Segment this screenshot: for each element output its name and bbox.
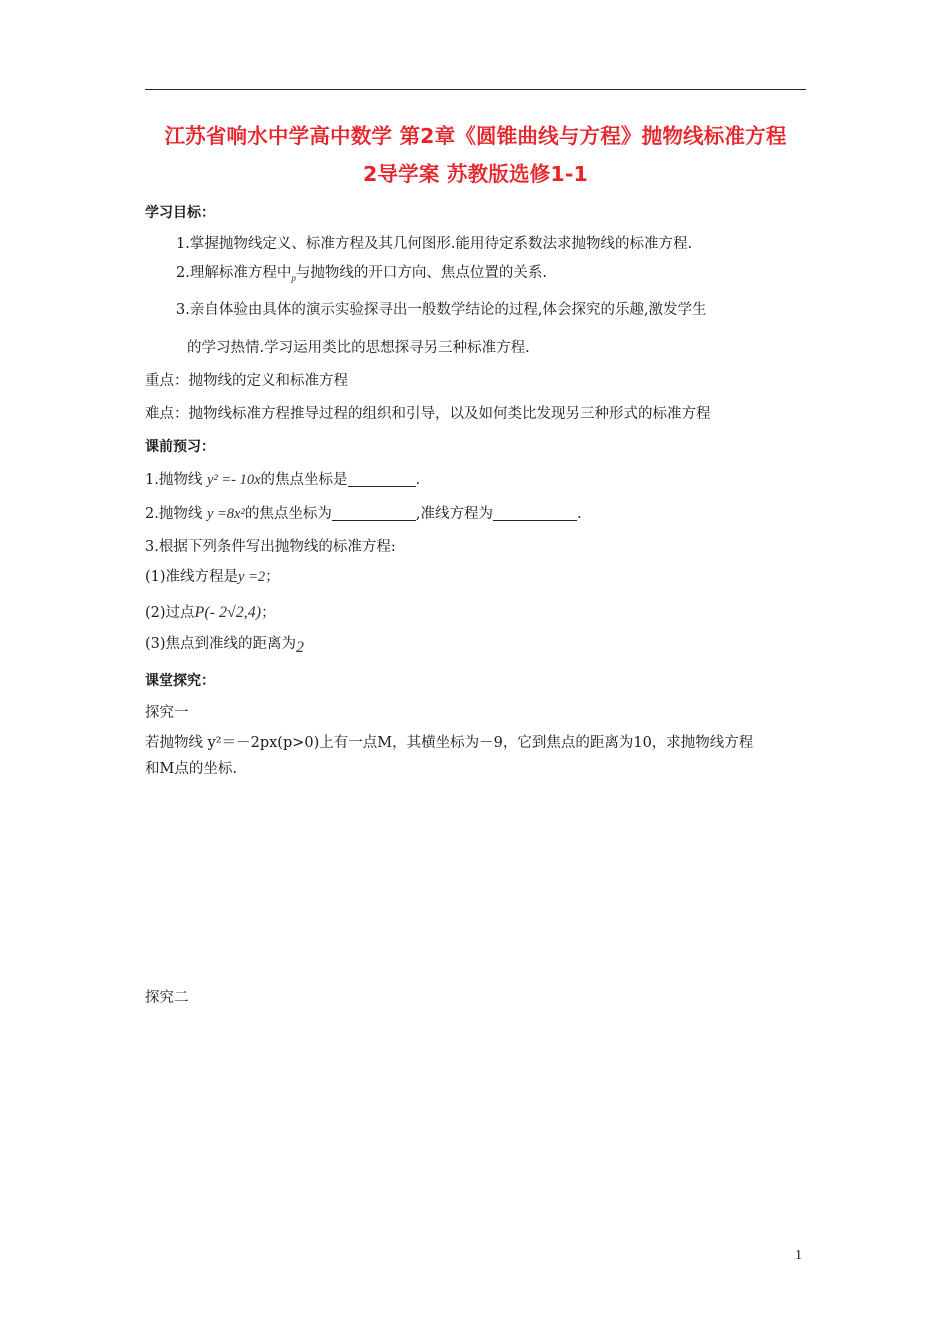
q2-focus-label: 的焦点坐标为 bbox=[244, 506, 332, 522]
q2-equation: y =8x² bbox=[206, 506, 245, 522]
explore-heading: 课堂探究： bbox=[145, 673, 215, 689]
goal-item-3-line-1: 3.亲自体验由具体的演示实验探寻出一般数学结论的过程,体会探究的乐趣,激发学生 bbox=[176, 302, 707, 318]
preview-question-3: 3.根据下列条件写出抛物线的标准方程: bbox=[145, 539, 396, 555]
key-point: 重点：抛物线的定义和标准方程 bbox=[145, 373, 348, 389]
q2-prefix: 2.抛物线 bbox=[145, 506, 203, 522]
difficulty: 难点：抛物线标准方程推导过程的组织和引导，以及如何类比发现另三种形式的标准方程 bbox=[145, 406, 711, 422]
q3-2-point: P(- 2√2,4) bbox=[194, 604, 262, 621]
q3-3-distance: 2 bbox=[296, 639, 305, 656]
q1-answer-blank[interactable] bbox=[348, 471, 416, 487]
goal-item-2 bbox=[176, 263, 547, 288]
goal-item-3-line-2: 的学习热情.学习运用类比的思想探寻另三种标准方程. bbox=[187, 340, 530, 356]
q3-2-end: ； bbox=[261, 605, 276, 621]
explore-1-title: 探究一 bbox=[145, 705, 189, 721]
goal-item-2-prefix: 2.理解标准方程中 bbox=[176, 265, 292, 281]
explore-1-line-2: 和M点的坐标. bbox=[145, 761, 237, 777]
q2-end: . bbox=[576, 506, 582, 522]
goals-heading: 学习目标： bbox=[145, 205, 215, 221]
q3-3-prefix: (3)焦点到准线的距离为 bbox=[145, 636, 297, 652]
q2-focus-blank[interactable] bbox=[332, 505, 416, 521]
q3-1-end: ； bbox=[265, 569, 280, 585]
header-rule bbox=[145, 89, 806, 90]
page-number: 1 bbox=[795, 1248, 802, 1263]
q2-directrix-blank[interactable] bbox=[493, 505, 577, 521]
q1-suffix: 的焦点坐标是 bbox=[260, 472, 348, 488]
q2-directrix-label: ,准线方程为 bbox=[415, 506, 493, 522]
preview-heading: 课前预习： bbox=[145, 439, 215, 455]
q1-end: . bbox=[415, 472, 421, 488]
q1-equation: y² =- 10x bbox=[206, 472, 261, 488]
preview-question-3-2 bbox=[145, 603, 276, 623]
q1-prefix: 1.抛物线 bbox=[145, 472, 203, 488]
q3-1-prefix: (1)准线方程是 bbox=[145, 569, 239, 585]
q3-1-equation: y =2 bbox=[238, 569, 266, 585]
explore-1-line-1: 若抛物线 y²＝－2px(p>0)上有一点M，其横坐标为－9，它到焦点的距离为10，求抛物线方程 bbox=[145, 735, 754, 751]
preview-question-1 bbox=[145, 470, 420, 490]
explore-2-title: 探究二 bbox=[145, 990, 189, 1006]
document-title-line-2: 2导学案 苏教版选修1-1 bbox=[362, 162, 589, 186]
goal-item-2-p: p bbox=[291, 273, 296, 283]
goal-item-2-suffix: 与抛物线的开口方向、焦点位置的关系. bbox=[295, 265, 547, 281]
preview-question-3-1 bbox=[145, 567, 280, 587]
preview-question-3-3 bbox=[145, 634, 304, 658]
document-title-line-1: 江苏省响水中学高中数学 第2章《圆锥曲线与方程》抛物线标准方程 bbox=[164, 124, 787, 148]
goal-item-1: 1.掌握抛物线定义、标准方程及其几何图形.能用待定系数法求抛物线的标准方程. bbox=[176, 236, 693, 252]
preview-question-2 bbox=[145, 504, 582, 524]
q3-2-prefix: (2)过点 bbox=[145, 605, 195, 621]
